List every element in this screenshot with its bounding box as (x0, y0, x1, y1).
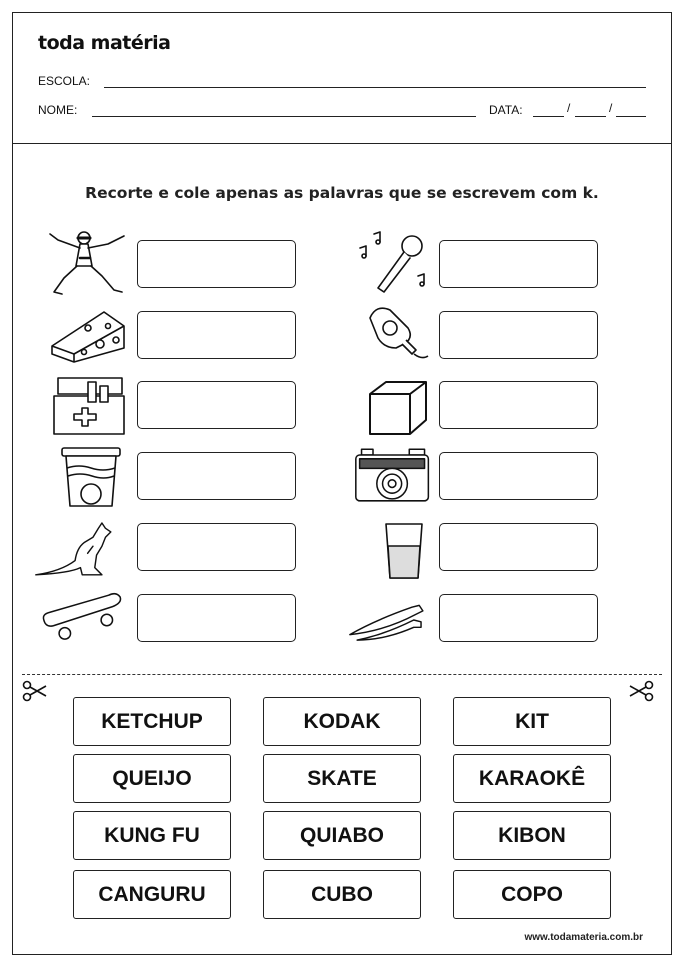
instruction-text: Recorte e cole apenas as palavras que se escrevem com k. (85, 184, 599, 202)
ice-cream-cup-icon (44, 440, 128, 512)
logo: toda matéria (38, 32, 171, 54)
word-card[interactable]: KUNG FU (73, 811, 231, 860)
answer-box[interactable] (439, 240, 598, 288)
scissors-icon (628, 680, 654, 702)
school-line[interactable] (104, 87, 646, 88)
answer-box[interactable] (439, 381, 598, 429)
date-label: DATA: (489, 103, 523, 117)
ketchup-bottle-icon (356, 298, 440, 370)
school-label: ESCOLA: (38, 74, 91, 88)
first-aid-kit-icon (44, 368, 128, 440)
answer-box[interactable] (137, 452, 296, 500)
cube-icon (356, 368, 440, 440)
answer-box[interactable] (439, 452, 598, 500)
date-separator: / (609, 101, 613, 115)
skateboard-icon (40, 584, 124, 656)
answer-box[interactable] (137, 381, 296, 429)
name-line[interactable] (92, 116, 476, 117)
date-day-line[interactable] (533, 116, 564, 117)
word-card[interactable]: KIT (453, 697, 611, 746)
date-separator: / (567, 101, 571, 115)
date-year-line[interactable] (616, 116, 646, 117)
ninja-kung-fu-icon (44, 226, 128, 298)
microphone-karaoke-icon (356, 226, 440, 298)
word-card[interactable]: QUIABO (263, 811, 421, 860)
word-card[interactable]: QUEIJO (73, 754, 231, 803)
kangaroo-icon (34, 512, 118, 584)
answer-box[interactable] (137, 311, 296, 359)
cut-line (22, 674, 662, 675)
word-card[interactable]: KETCHUP (73, 697, 231, 746)
date-month-line[interactable] (575, 116, 606, 117)
answer-box[interactable] (137, 240, 296, 288)
answer-box[interactable] (439, 594, 598, 642)
word-card[interactable]: KODAK (263, 697, 421, 746)
camera-icon (352, 440, 436, 512)
word-card[interactable]: COPO (453, 870, 611, 919)
answer-box[interactable] (137, 523, 296, 571)
glass-of-water-icon (356, 512, 440, 584)
word-card[interactable]: KIBON (453, 811, 611, 860)
okra-icon (348, 584, 432, 656)
answer-box[interactable] (439, 523, 598, 571)
header-divider (12, 143, 672, 144)
footer-url[interactable]: www.todamateria.com.br (524, 932, 643, 943)
cheese-icon (44, 298, 128, 370)
word-card[interactable]: CUBO (263, 870, 421, 919)
word-card[interactable]: SKATE (263, 754, 421, 803)
name-label: NOME: (38, 103, 78, 117)
word-card[interactable]: CANGURU (73, 870, 231, 919)
answer-box[interactable] (439, 311, 598, 359)
scissors-icon (22, 680, 48, 702)
word-card[interactable]: KARAOKÊ (453, 754, 611, 803)
answer-box[interactable] (137, 594, 296, 642)
